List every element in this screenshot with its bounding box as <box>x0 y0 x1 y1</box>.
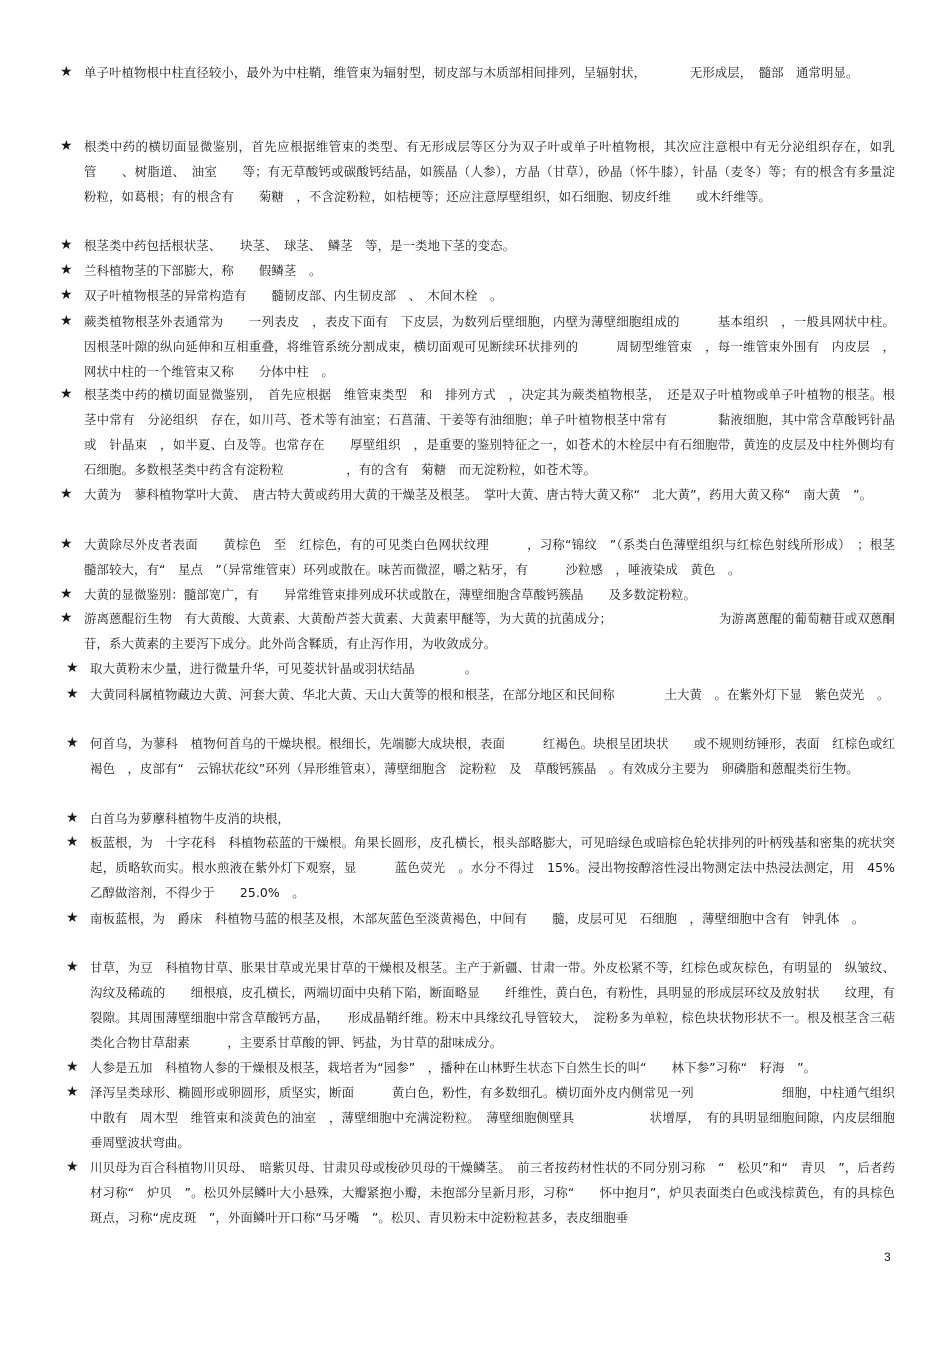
list-item <box>60 134 895 209</box>
item-text: 根类中药的横切面显微鉴别，首先应根据维管束的类型、有无形成层等区分为双子叶或单子叶植物根，其次应注意根中有无分泌组织存在，如乳管 、树脂道、 油室 等；有无草酸钙或碳酸钙结晶，如簇晶（人参），方晶（甘草），砂晶（怀牛膝），针晶（麦冬）等；有的根含有多量淀粉粒，如葛根；有的根含有 菊糖 ，不含淀粉粒，如桔梗等；还应注意厚壁组织，如石细胞、韧皮纤维 或木纤维等。 <box>84 139 895 204</box>
list-item <box>66 830 895 905</box>
item-text: 根茎类中药包括根状茎、 块茎、 球茎、 鳞茎 等，是一类地下茎的变态。 <box>84 238 516 253</box>
star-bullet-icon: ★ <box>66 660 79 676</box>
item-text: 双子叶植物根茎的异常构造有 髓韧皮部、内生韧皮部 、 木间木栓 。 <box>84 288 503 303</box>
item-text: 泽泻呈类球形、椭圆形或卵圆形，质坚实，断面 黄白色，粉性，有多数细孔。横切面外皮内侧常见一列 细胞，中柱通气组织中散有 周木型 维管束和淡黄色的油室 ，薄壁细胞中充满淀粉粒。 薄壁细胞侧壁具 状增厚， 有的具明显细胞间隙，内皮层细胞垂周壁波状弯曲。 <box>90 1085 895 1150</box>
page-number: 3 <box>884 1250 891 1264</box>
item-text: 根茎类中药的横切面显微鉴别， 首先应根据 维管束类型 和 排列方式 ，决定其为蕨类植物根茎， 还是双子叶植物或单子叶植物的根茎。根茎中常有 分泌组织 存在，如川芎、苍术等有油室；石菖蒲、干姜等有油细胞；单子叶植物根茎中常有 黏液细胞，其中常含草酸钙针晶 或 针晶束 ，如半夏、白及等。也常存在 厚壁组织 ，是重要的鉴别特征之一，如苍术的木栓层中有石细胞带，黄连的皮层及中柱外侧均有石细胞。多数根茎类中药含有淀粉粒 ，有的含有 菊糖 而无淀粉粒，如苍术等。 <box>84 387 908 477</box>
star-bullet-icon: ★ <box>60 64 73 80</box>
list-item <box>66 682 895 707</box>
star-bullet-icon: ★ <box>66 834 79 850</box>
item-text: 白首乌为萝藦科植物牛皮消的块根， <box>90 811 290 826</box>
star-bullet-icon: ★ <box>60 610 73 626</box>
star-bullet-icon: ★ <box>60 536 73 552</box>
star-bullet-icon: ★ <box>66 1084 79 1100</box>
star-bullet-icon: ★ <box>60 287 73 303</box>
list-item <box>60 283 895 308</box>
star-bullet-icon: ★ <box>66 686 79 702</box>
list-item <box>60 382 908 482</box>
item-text: 何首乌，为蓼科 植物何首乌的干燥块根。根细长，先端膨大成块根，表面 红褐色。块根呈团块状 或不规则纺锤形，表面 红棕色或红褐色 ，皮部有“ 云锦状花纹”环列（异形维管束），薄壁细胞含 淀粉粒 及 草酸钙簇晶 。有效成分主要为 卵磷脂和蒽醌类衍生物。 <box>90 736 895 776</box>
item-text: 游离蒽醌衍生物 有大黄酸、大黄素、大黄酚芦荟大黄素、大黄素甲醚等，为大黄的抗菌成分； 为游离蒽醌的葡萄糖苷或双蒽酮苷，系大黄素的主要泻下成分。此外尚含鞣质，有止泻作用，为收敛成分。 <box>84 611 895 651</box>
star-bullet-icon: ★ <box>60 386 73 402</box>
star-bullet-icon: ★ <box>60 313 73 329</box>
item-text: 蕨类植物根茎外表通常为 一列表皮 ，表皮下面有 下皮层，为数列后壁细胞，内壁为薄壁细胞组成的 基本组织 ，一般具网状中柱。因根茎叶隙的纵向延伸和互相重叠，将维管系统分割成束，横切面观可见断续环状排列的 周韧型维管束 ，每一维管束外围有 内皮层 ，网状中柱的一个维管束又称 分体中柱 。 <box>84 314 895 379</box>
list-item <box>60 258 895 283</box>
list-item <box>66 731 895 781</box>
item-text: 大黄为 蓼科植物掌叶大黄、 唐古特大黄或药用大黄的干燥茎及根茎。 掌叶大黄、唐古特大黄又称“ 北大黄”，药用大黄又称“ 南大黄 ”。 <box>84 487 873 502</box>
star-bullet-icon: ★ <box>66 1059 79 1075</box>
list-item <box>66 806 895 831</box>
list-item <box>60 233 895 258</box>
star-bullet-icon: ★ <box>66 959 79 975</box>
item-text: 人参是五加 科植物人参的干燥根及根茎，栽培者为“园参” ，播种在山林野生状态下自然生长的叫“ 林下参”习称“ 籽海 ”。 <box>90 1060 817 1075</box>
list-item <box>60 60 895 85</box>
star-bullet-icon: ★ <box>60 486 73 502</box>
star-bullet-icon: ★ <box>66 735 79 751</box>
star-bullet-icon: ★ <box>60 586 73 602</box>
star-bullet-icon: ★ <box>60 237 73 253</box>
list-item <box>66 906 895 931</box>
list-item <box>66 955 895 1055</box>
list-item <box>60 606 895 656</box>
item-text: 大黄同科属植物藏边大黄、河套大黄、华北大黄、天山大黄等的根和根茎，在部分地区和民间称 土大黄 。在紫外灯下显 紫色荧光 。 <box>90 687 890 702</box>
list-item <box>60 482 895 507</box>
item-text: 甘草，为豆 科植物甘草、胀果甘草或光果甘草的干燥根及根茎。主产于新疆、甘肃一带。外皮松紧不等，红棕色或灰棕色，有明显的 纵皱纹、沟纹及稀疏的 细根痕，皮孔横长，两端切面中央稍下陷，断面略显 纤维性，黄白色，有粉性，具明显的形成层环纹及放射状 纹理，有裂隙。其周围薄壁细胞中常含草酸钙方晶， 形成晶鞘纤维。粉末中具缘纹孔导管较大， 淀粉多为单粒，棕色块状物形状不一。根及根茎含三萜类化合物甘草甜素 ，主要系甘草酸的钾、钙盐，为甘草的甜味成分。 <box>90 960 895 1050</box>
star-bullet-icon: ★ <box>60 138 73 154</box>
item-text: 大黄除尽外皮者表面 黄棕色 至 红棕色，有的可见类白色网状纹理 ，习称“锦纹 ”（系类白色薄壁组织与红棕色射线所形成） ；根茎髓部较大，有“ 星点 ”（异常维管束）环列或散在。味苦而微涩，嚼之粘牙，有 沙粒感 ，唾液染成 黄色 。 <box>84 537 895 577</box>
star-bullet-icon: ★ <box>66 1159 79 1175</box>
list-item <box>66 1080 895 1155</box>
item-text: 南板蓝根，为 爵床 科植物马蓝的根茎及根，木部灰蓝色至淡黄褐色，中间有 髓，皮层可见 石细胞 ，薄壁细胞中含有 钟乳体 。 <box>90 911 865 926</box>
list-item <box>66 656 895 681</box>
list-item <box>60 532 895 582</box>
list-item <box>66 1155 895 1230</box>
star-bullet-icon: ★ <box>60 262 73 278</box>
item-text: 单子叶植物根中柱直径较小，最外为中柱鞘，维管束为辐射型，韧皮部与木质部相间排列，呈辐射状， 无形成层， 髓部 通常明显。 <box>84 65 859 80</box>
item-text: 板蓝根，为 十字花科 科植物菘蓝的干燥根。角果长圆形，皮孔横长，根头部略膨大，可见暗绿色或暗棕色轮状排列的叶柄残基和密集的疣状突起，质略软而实。根水煎液在紫外灯下观察，显 蓝色荧光 。水分不得过 15%。浸出物按醇溶性浸出物测定法中热浸法测定，用 45%乙醇做溶剂，不得少于 25.0% 。 <box>90 835 895 900</box>
item-text: 兰科植物茎的下部膨大，称 假鳞茎 。 <box>84 263 322 278</box>
star-bullet-icon: ★ <box>66 910 79 926</box>
item-text: 川贝母为百合科植物川贝母、 暗紫贝母、甘肃贝母或梭砂贝母的干燥鳞茎。 前三者按药材性状的不同分别习称 “ 松贝”和“ 青贝 ”，后者药材习称“ 炉贝 ”。松贝外层鳞叶大小悬殊，大瓣紧抱小瓣，未抱部分呈新月形，习称“ 怀中抱月”，炉贝表面类白色或浅棕黄色，有的具棕色斑点，习称“虎皮斑 ”，外面鳞叶开口称“马牙嘴 ”。松贝、青贝粉末中淀粉粒甚多，表皮细胞垂 <box>90 1160 895 1225</box>
item-text: 大黄的显微鉴别：髓部宽广，有 异常维管束排列成环状或散在，薄壁细胞含草酸钙簇晶 及多数淀粉粒。 <box>84 587 697 602</box>
list-item <box>66 1055 895 1080</box>
item-text: 取大黄粉末少量，进行微量升华，可见菱状针晶或羽状结晶 。 <box>90 661 478 676</box>
star-bullet-icon: ★ <box>66 810 79 826</box>
list-item <box>60 309 895 384</box>
list-item <box>60 582 895 607</box>
